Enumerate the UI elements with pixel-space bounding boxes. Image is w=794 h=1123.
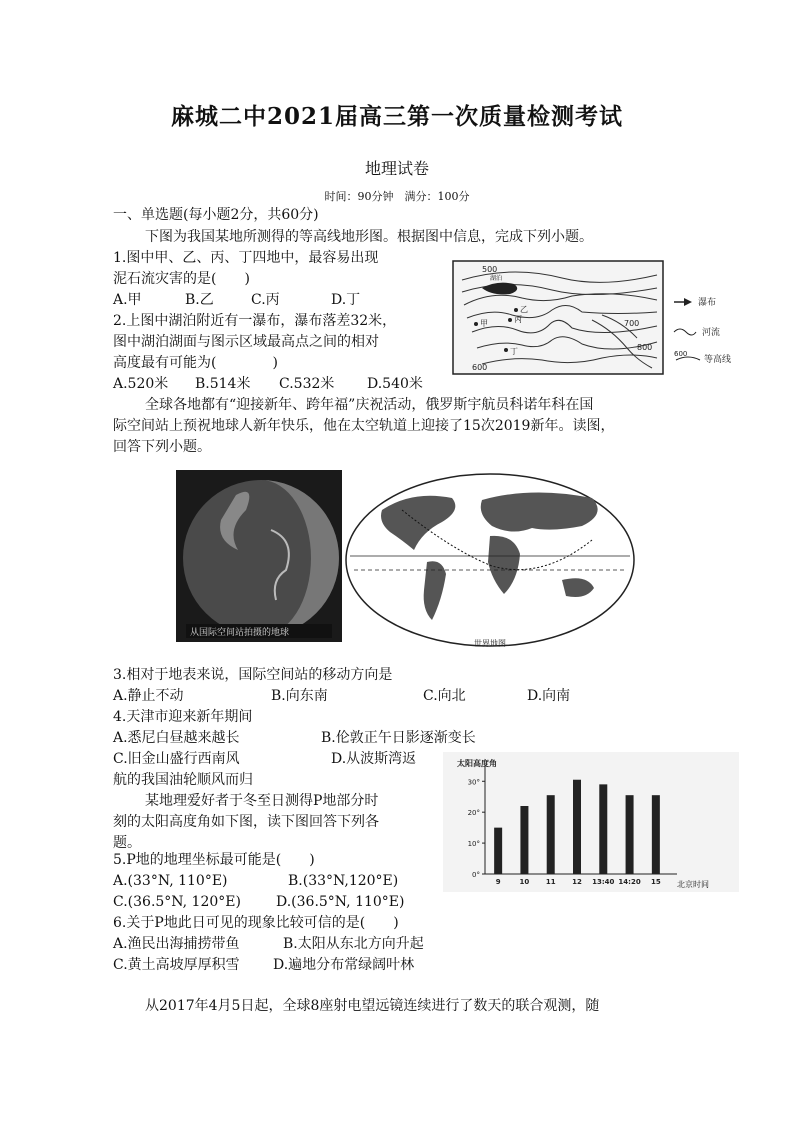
world-map <box>342 470 638 655</box>
q4-option-d-line2: 航的我国油轮顺风而归 <box>113 772 253 788</box>
point-yi: 乙 <box>520 305 528 314</box>
q4-option-d-line1: D.从波斯湾返 <box>331 751 417 767</box>
lake-label: 湖泊 <box>490 275 503 282</box>
q1-option-b: B.乙 <box>185 292 214 308</box>
contour-label-600: 600 <box>472 363 488 372</box>
chart-x-tick-label: 13:40 <box>592 878 615 886</box>
chart-title: 太阳高度角 <box>457 759 497 768</box>
q2-line1: 2.上图中湖泊附近有一瀑布，瀑布落差32米， <box>113 313 397 329</box>
legend-river: 河流 <box>702 328 721 338</box>
intro-sun-line1: 某地理爱好者于冬至日测得P地部分时 <box>145 793 379 809</box>
intro-newyear-line1: 全球各地都有“迎接新年、跨年福”庆祝活动，俄罗斯宇航员科诺年科在国 <box>145 397 594 413</box>
q6-option-b: B.太阳从东北方向升起 <box>283 936 424 952</box>
q1-line1: 1.图中甲、乙、丙、丁四地中，最容易出现 <box>113 250 379 266</box>
q3-options <box>113 686 570 707</box>
contour-label-700: 700 <box>624 319 640 328</box>
intro-contour: 下图为我国某地所测得的等高线地形图。根据图中信息，完成下列小题。 <box>145 229 593 245</box>
chart-bar <box>520 806 528 874</box>
q3-option-c: C.向北 <box>423 688 466 704</box>
chart-x-tick-label: 10 <box>519 878 530 886</box>
q1-option-c: C.丙 <box>251 292 280 308</box>
exam-meta: 时间：90分钟 满分：100分 <box>324 190 470 203</box>
q2-options <box>113 374 423 395</box>
q5-option-d: D.(36.5°N, 110°E) <box>276 894 405 910</box>
chart-bar <box>494 828 502 874</box>
q5-text: 5.P地的地理坐标最可能是( ) <box>113 852 315 868</box>
chart-bar <box>626 795 634 874</box>
chart-x-tick-label: 12 <box>572 878 582 886</box>
q4-option-b: B.伦敦正午日影逐渐变长 <box>321 730 476 746</box>
chart-x-tick-label: 15 <box>650 878 661 886</box>
world-map-caption: 世界地图 <box>474 639 506 648</box>
chart-bar <box>547 795 555 874</box>
point-bing: 丙 <box>514 315 522 324</box>
chart-y-tick-label: 0° <box>472 871 480 879</box>
intro-newyear-line2: 际空间站上预祝地球人新年快乐，他在太空轨道上迎接了15次2019新年。读图， <box>113 418 615 434</box>
contour-label-800: 800 <box>637 343 653 352</box>
q2-option-b: B.514米 <box>195 376 251 392</box>
legend-contour-value: 600 <box>674 350 688 358</box>
q1-option-a: A.甲 <box>113 292 142 308</box>
legend-waterfall: 瀑布 <box>698 298 717 308</box>
chart-bar <box>573 780 581 874</box>
q3-text: 3.相对于地表来说，国际空间站的移动方向是 <box>113 667 393 683</box>
q5-option-b: B.(33°N,120°E) <box>288 873 399 889</box>
q2-option-c: C.532米 <box>279 376 335 392</box>
sun-altitude-chart <box>443 752 739 892</box>
q1-options <box>113 290 360 311</box>
q2-option-a: A.520米 <box>113 376 169 392</box>
chart-x-tick-label: 11 <box>545 878 556 886</box>
chart-bar <box>599 784 607 874</box>
chart-xlabel: 北京时间 <box>677 880 709 889</box>
chart-x-tick-label: 14:20 <box>618 878 641 886</box>
intro-sun-line2: 刻的太阳高度角如下图，读下图回答下列各 <box>113 814 379 830</box>
chart-y-tick-label: 20° <box>467 809 480 818</box>
q2-line3: 高度最有可能为( ) <box>113 355 278 371</box>
point-ding: 丁 <box>510 347 518 356</box>
q4-text: 4.天津市迎来新年期间 <box>113 709 253 725</box>
q6-text: 6.关于P地此日可见的现象比较可信的是( ) <box>113 915 399 931</box>
q4-option-a: A.悉尼白昼越来越长 <box>113 730 240 746</box>
chart-y-tick-label: 30° <box>467 778 480 787</box>
q2-option-d: D.540米 <box>367 376 423 392</box>
earth-photo-caption: 从国际空间站拍摄的地球 <box>190 628 290 638</box>
q6-option-c: C.黄土高坡厚厚积雪 <box>113 957 240 973</box>
intro-sun-line3: 题。 <box>113 835 141 851</box>
q6-option-a: A.渔民出海捕捞带鱼 <box>113 936 240 952</box>
subject-title: 地理试卷 <box>364 159 429 178</box>
q6-option-d: D.遍地分布常绿阔叶林 <box>273 957 415 973</box>
q5-option-a: A.(33°N, 110°E) <box>113 873 228 889</box>
q1-line2: 泥石流灾害的是( ) <box>113 271 250 287</box>
chart-x-tick-label: 9 <box>495 878 501 886</box>
q3-option-d: D.向南 <box>527 688 571 704</box>
contour-map <box>452 260 744 376</box>
intro-newyear-line3: 回答下列小题。 <box>113 439 211 455</box>
point-jia: 甲 <box>480 319 488 328</box>
q3-option-b: B.向东南 <box>271 688 328 704</box>
legend-contour: 等高线 <box>704 355 732 365</box>
chart-bar <box>652 795 660 874</box>
chart-y-tick-label: 10° <box>467 840 480 849</box>
exam-title: 麻城二中2021届高三第一次质量检测考试 <box>170 103 623 130</box>
earth-photo <box>176 470 342 642</box>
q3-option-a: A.静止不动 <box>113 688 184 704</box>
q5-option-c: C.(36.5°N, 120°E) <box>113 894 241 910</box>
contour-label-500: 500 <box>482 265 498 274</box>
q4-option-c: C.旧金山盛行西南风 <box>113 751 240 767</box>
q1-option-d: D.丁 <box>331 292 361 308</box>
closing-paragraph: 从2017年4月5日起，全球8座射电望远镜连续进行了数天的联合观测，随 <box>145 998 600 1014</box>
map-legend <box>674 296 731 365</box>
section-heading: 一、单选题(每小题2分，共60分) <box>113 207 319 223</box>
q2-line2: 图中湖泊湖面与图示区域最高点之间的相对 <box>113 334 379 350</box>
